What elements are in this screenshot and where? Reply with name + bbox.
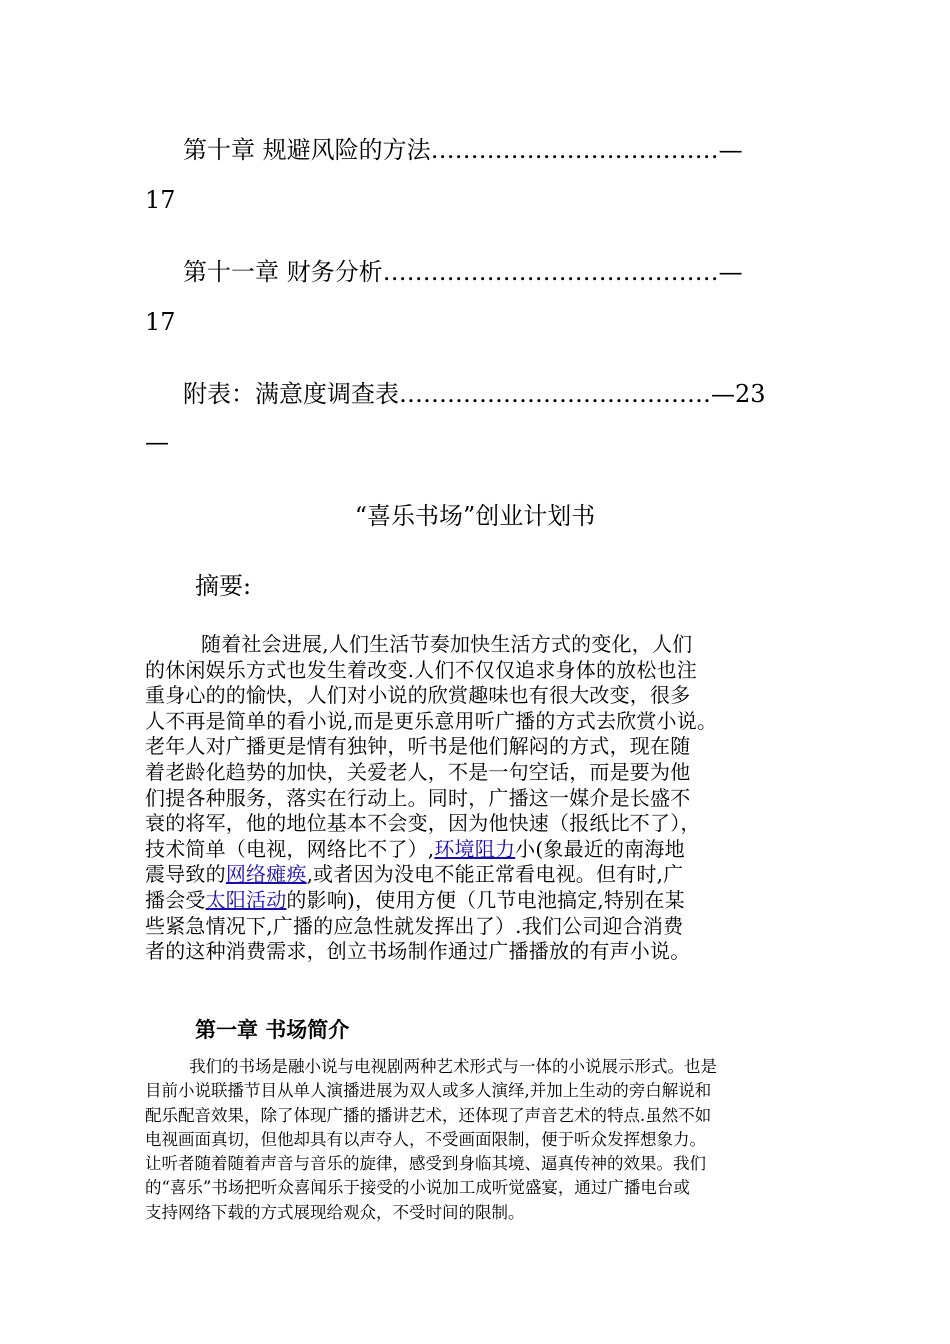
abstract-text: 播会受: [145, 887, 206, 912]
abstract-line: 老年人对广播更是情有独钟，听书是他们解闷的方式，现在随: [145, 734, 691, 759]
toc-entry-page-number: 17: [145, 186, 176, 214]
abstract-line: 的休闲娱乐方式也发生着改变.人们不仅仅追求身体的放松也注: [145, 657, 697, 682]
abstract-line: 随着社会进展,人们生活节奏加快生活方式的变化，人们: [201, 632, 693, 656]
abstract-line: [145, 837, 805, 863]
abstract-line: 着老龄化趋势的加快，关爱老人，不是一句空话，而是要为他: [145, 759, 691, 784]
abstract-text: 小(象最近的南海地: [515, 836, 685, 861]
chapter-line: 支持网络下载的方式展现给观众，不受时间的限制。: [145, 1202, 525, 1222]
abstract-text: 震导致的: [145, 862, 226, 887]
toc-entry-text: 第十一章 财务分析……………………………………—: [183, 258, 743, 286]
chapter-line: 我们的书场是融小说与电视剧两种艺术形式与一体的小说展示形式。也是: [189, 1057, 717, 1076]
link-environmental-resistance[interactable]: 环境阻力: [434, 836, 516, 861]
abstract-text: ,或者因为没电不能正常看电视。但有时,广: [306, 862, 684, 887]
chapter-line: 让听者随着随着声音与音乐的旋律，感受到身临其境、逼真传神的效果。我们: [145, 1154, 706, 1174]
toc-entry-page-number: 17: [145, 308, 176, 336]
abstract-line: 们提各种服务，落实在行动上。同时，广播这一媒介是长盛不: [145, 785, 691, 810]
toc-entry-page-number: —: [145, 428, 169, 456]
link-solar-activity[interactable]: 太阳活动: [205, 887, 287, 912]
abstract-line: [145, 862, 805, 888]
chapter-line: 配乐配音效果，除了体现广播的播讲艺术，还体现了声音艺术的特点.虽然不如: [145, 1105, 712, 1125]
abstract-line: 人不再是简单的看小说,而是更乐意用听广播的方式去欣赏小说。: [145, 708, 718, 733]
chapter-paragraph: [145, 1055, 810, 1225]
chapter-line: 电视画面真切，但他却具有以声夺人，不受画面限制，便于听众发挥想象力。: [145, 1129, 706, 1149]
link-network-paralysis[interactable]: 网络瘫痪: [225, 862, 307, 887]
chapter-heading: 第一章 书场简介: [195, 1018, 350, 1042]
abstract-text: 的影响)，使用方便（几节电池搞定,特别在某: [286, 887, 685, 912]
abstract-line: 重身心的的愉快，人们对小说的欣赏趣味也有很大改变，很多: [145, 683, 691, 708]
abstract-text: 技术简单（电视，网络比不了）,: [145, 836, 435, 861]
abstract-line: 些紧急情况下,广播的应急性就发挥出了）.我们公司迎合消费: [145, 913, 684, 938]
chapter-line: 的“喜乐”书场把听众喜闻乐于接受的小说加工成听觉盛宴，通过广播电台或: [145, 1178, 690, 1198]
toc-entry-text: 附表：满意度调查表…………………………………—23: [183, 380, 766, 408]
document-title: “喜乐书场”创业计划书: [354, 502, 596, 530]
abstract-paragraph: [145, 632, 805, 965]
chapter-line: 目前小说联播节目从单人演播进展为双人或多人演绎,并加上生动的旁白解说和: [145, 1081, 712, 1101]
abstract-line: 衰的将军，他的地位基本不会变，因为他快速（报纸比不了），: [145, 811, 701, 836]
toc-entry-text: 第十章 规避风险的方法………………………………—: [183, 136, 743, 164]
abstract-label: 摘要:: [195, 572, 252, 600]
abstract-line: [145, 888, 805, 914]
abstract-line: 者的这种消费需求，创立书场制作通过广播播放的有声小说。: [145, 939, 691, 964]
